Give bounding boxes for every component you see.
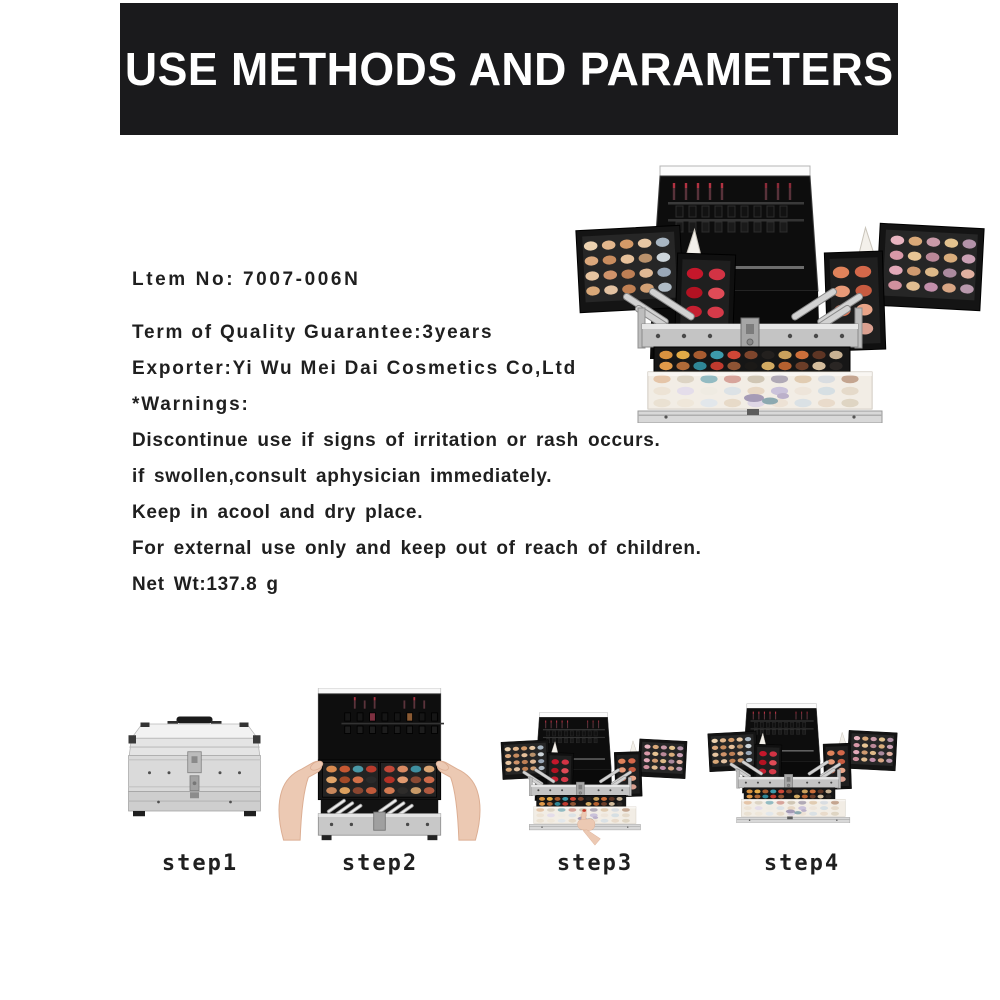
open-case-image [570,158,990,423]
step4-label: step4 [763,851,841,876]
net-weight-line: Net Wt:137.8 g [132,574,279,595]
closed-case-image [112,714,277,827]
step3-photo [498,692,690,847]
exporter-line: Exporter:Yi Wu Mei Dai Cosmetics Co,Ltd [132,358,577,379]
banner [120,3,898,135]
warning-line: For external use only and keep out of reach of children. [132,538,702,559]
warning-line: if swollen,consult aphysician immediately. [132,466,553,487]
guarantee-line: Term of Quality Guarantee:3years [132,322,494,343]
warning-line: Discontinue use if signs of irritation or rash occurs. [132,430,661,451]
step1-photo [112,714,277,827]
step2-photo [272,688,487,841]
open-case-image-small [705,700,900,823]
step4-photo [705,700,900,823]
banner-title: USE METHODS AND PARAMETERS [124,43,894,95]
item-number-line: Ltem No: 7007-006N [132,269,361,290]
open-case-with-hand-image [498,692,690,847]
step2-label: step2 [341,851,419,876]
warnings-heading: *Warnings: [132,394,250,415]
step3-label: step3 [556,851,634,876]
main-product-photo [570,158,990,423]
half-open-case-image [272,688,487,841]
warning-line: Keep in acool and dry place. [132,502,424,523]
step1-label: step1 [161,851,239,876]
